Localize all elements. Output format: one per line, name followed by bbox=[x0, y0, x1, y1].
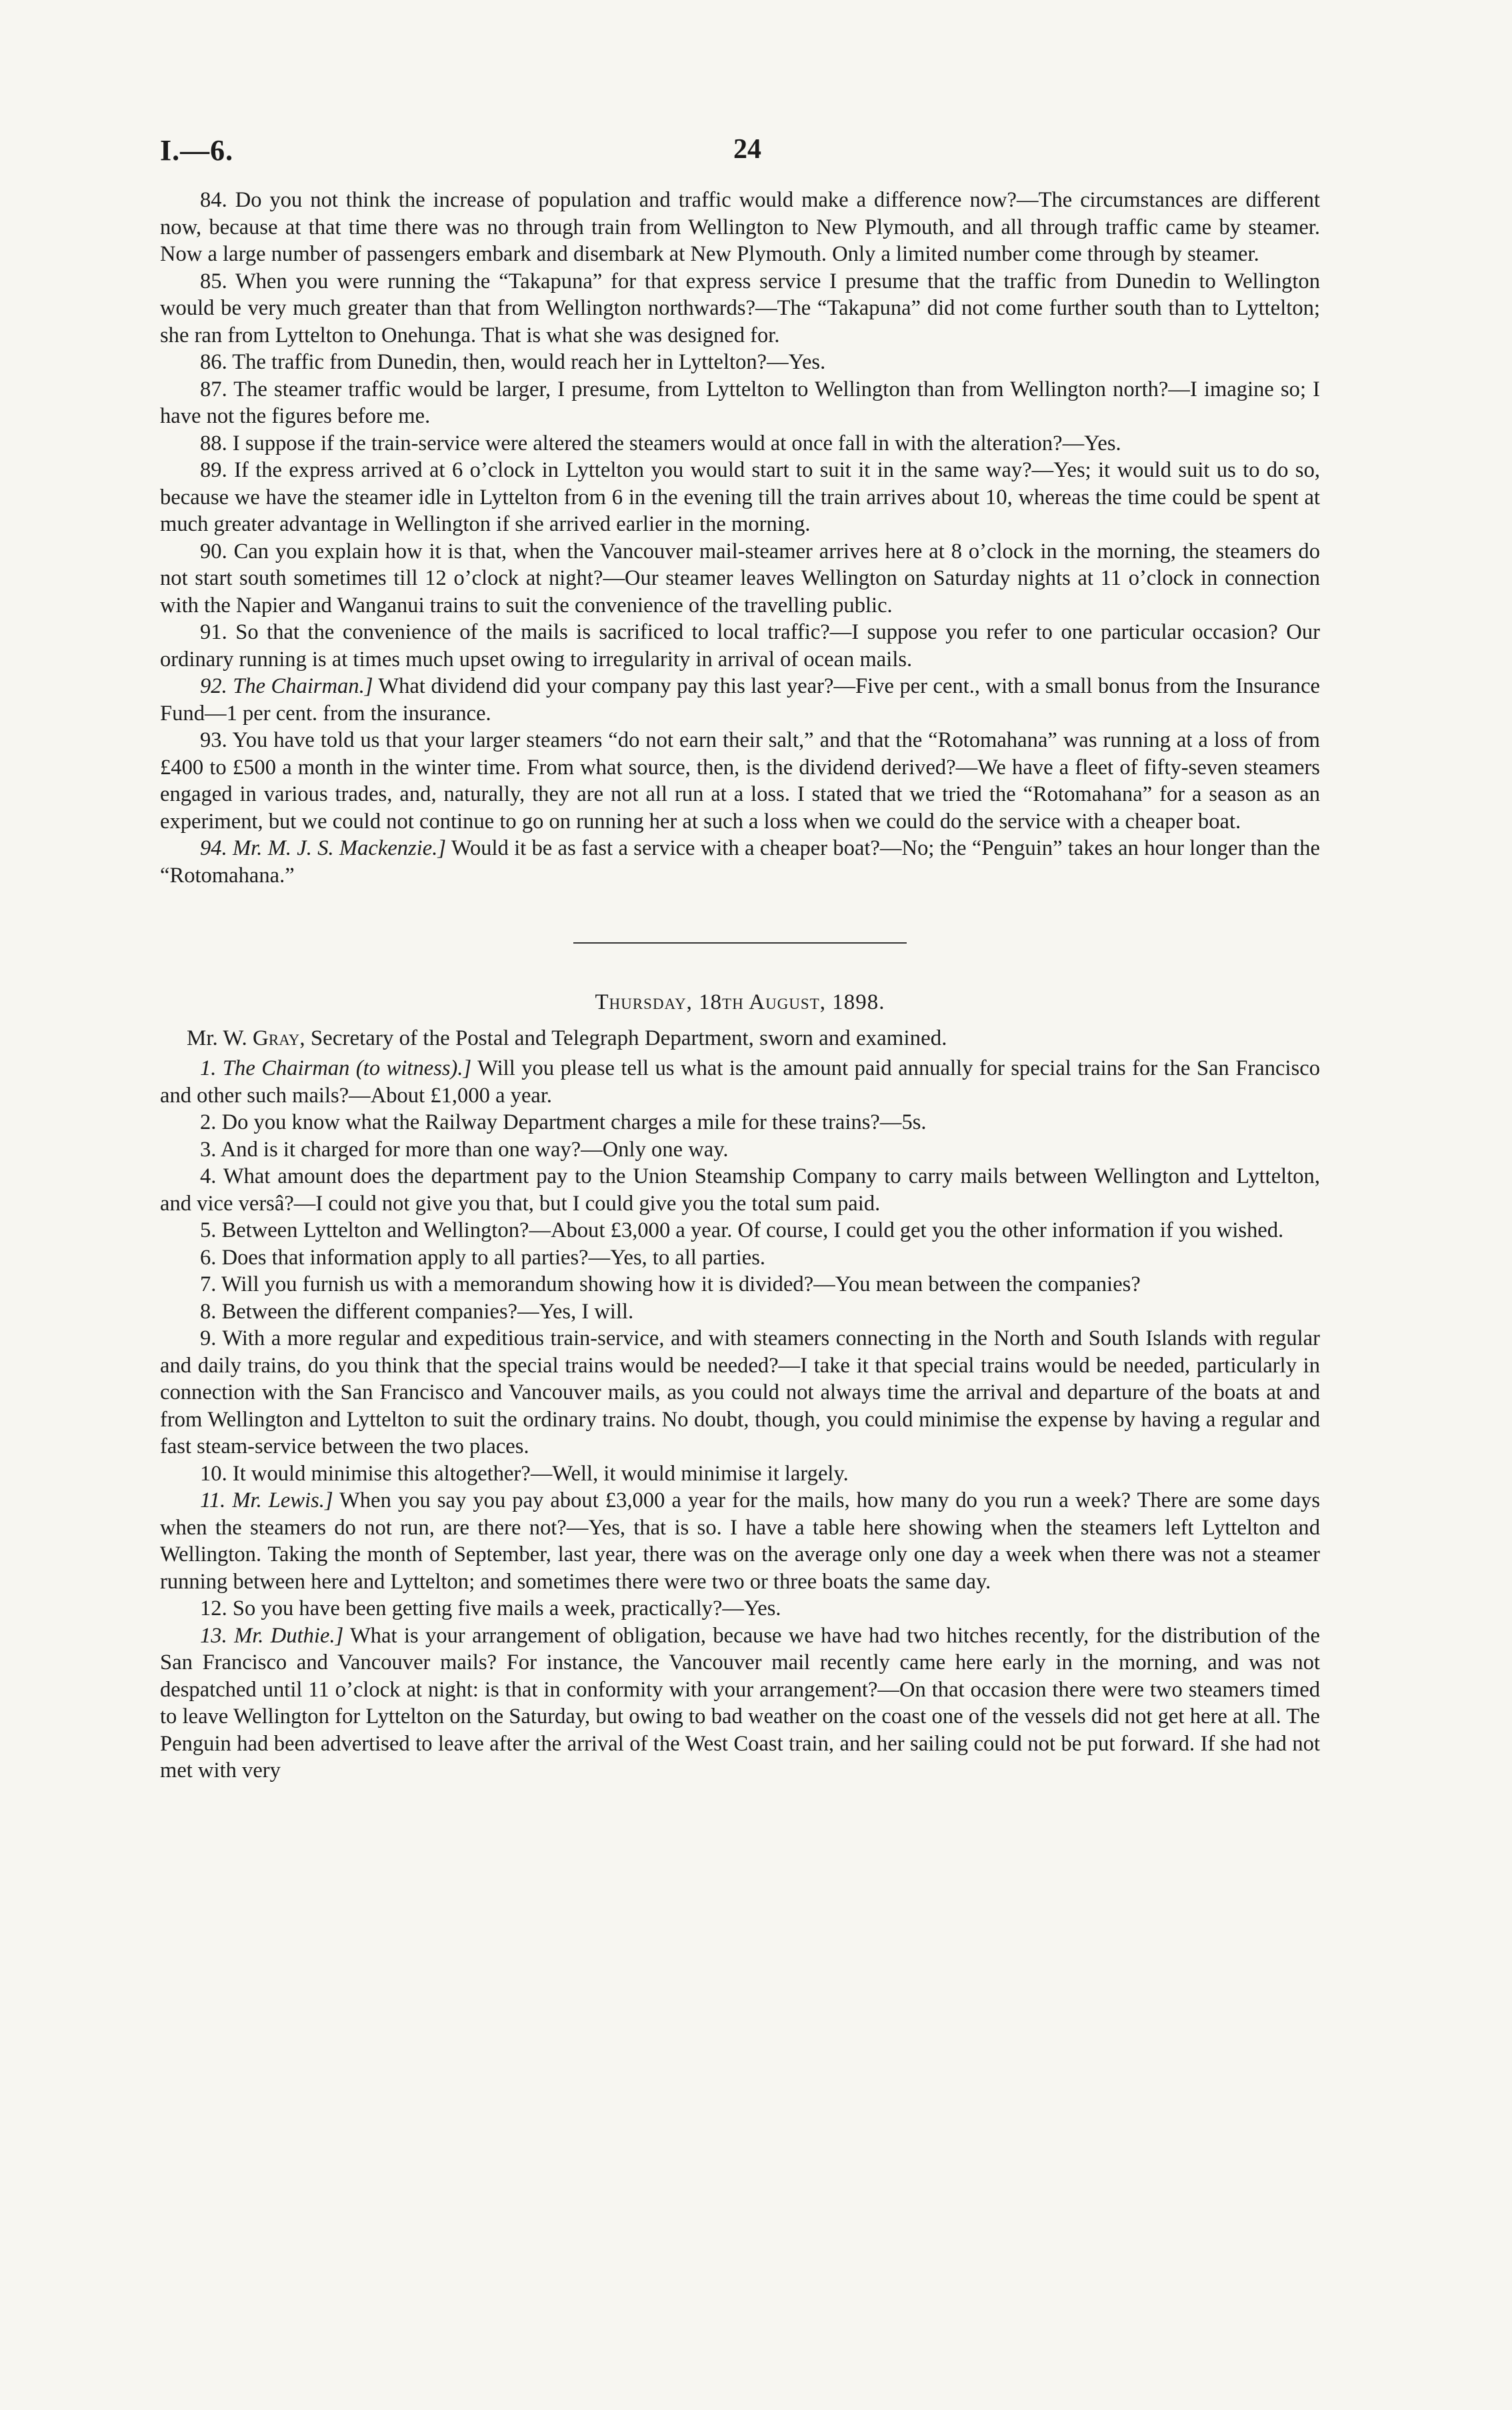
question-13: 13. Mr. Duthie.] What is your arrangement of obligation, because we have had two hitches recently, for the distribution of the San Francisco and Vancouver mails? For instance, the Vancouver mail recently came here early in the morning, and was not despatched until 11 o’clock at night: is that in conformity with your arrangement?—On that occasion there were two steamers timed to leave Wellington for Lyttelton on the Saturday, but owing to bad weather on the coast one of the vessels did not get here at all. The Penguin had been advertised to leave after the arrival of the West Coast train, and her sailing could not be put forward. If she had not met with very bbox=[160, 1623, 1320, 1782]
question-11: 11. Mr. Lewis.] When you say you pay about £3,000 a year for the mails, how many do you run a week? There are some days when the steamers do not run, are there not?—Yes, that is so. I have a table here showing when the steamers left Lyttelton and Wellington. Taking the month of September, last year, there was on the average only one day a week when there was not a steamer running between here and Lyttelton; and sometimes there were two or three boats the same day. bbox=[160, 1488, 1320, 1594]
evidence-section-2 bbox=[160, 1055, 1320, 1784]
question-86: 86. The traffic from Dunedin, then, would reach her in Lyttelton?—Yes. bbox=[200, 350, 826, 374]
question-88: 88. I suppose if the train-service were altered the steamers would at once fall in with the alteration?—Yes. bbox=[200, 431, 1121, 455]
question-87: 87. The steamer traffic would be larger, I presume, from Lyttelton to Wellington than from Wellington north?—I imagine so; I have not the figures before me. bbox=[160, 377, 1320, 428]
question-93: 93. You have told us that your larger steamers “do not earn their salt,” and that the “Rotomahana” was running at a loss of from £400 to £500 a month in the winter time. From what source, then, is the dividend derived?—We have a fleet of fifty-seven steamers engaged in various trades, and, naturally, they are not all run at a loss. I stated that we tried the “Rotomahana” for a season as an experiment, but we could not continue to go on running her at such a loss when we could do the service with a cheaper boat. bbox=[160, 728, 1320, 834]
question-91: 91. So that the convenience of the mails is sacrificed to local traffic?—I suppose you refer to one particular occasion? Our ordinary running is at times much upset owing to irregularity in arrival of ocean mails. bbox=[160, 620, 1320, 672]
question-92: 92. The Chairman.] What dividend did your company pay this last year?—Five per cent., with a small bonus from the Insurance Fund—1 per cent. from the insurance. bbox=[160, 674, 1321, 726]
date-heading: Thursday, 18th August, 1898. bbox=[595, 990, 885, 1014]
document-reference: I.—6. bbox=[160, 134, 234, 167]
question-8: 8. Between the different companies?—Yes, I will. bbox=[200, 1299, 634, 1324]
witness-line: Mr. W. Gray, Secretary of the Postal and Telegraph Department, sworn and examined. bbox=[187, 1026, 947, 1050]
question-85: 85. When you were running the “Takapuna” for that express service I presume that the traffic from Dunedin to Wellington would be very much greater than that from Wellington northwards?—The “Takapuna” did not come further south than to Lyttelton; she ran from Lyttelton to Onehunga. That is what she was designed for. bbox=[160, 269, 1320, 347]
question-6: 6. Does that information apply to all parties?—Yes, to all parties. bbox=[200, 1245, 766, 1270]
section-divider bbox=[573, 942, 907, 944]
question-5: 5. Between Lyttelton and Wellington?—About £3,000 a year. Of course, I could get you the other information if you wished. bbox=[200, 1218, 1284, 1242]
question-94: 94. Mr. M. J. S. Mackenzie.] Would it be as fast a service with a cheaper boat?—No; the “Penguin” takes an hour longer than the “Rotomahana.” bbox=[160, 836, 1320, 888]
question-10: 10. It would minimise this altogether?—Well, it would minimise it largely. bbox=[200, 1461, 849, 1486]
question-4: 4. What amount does the department pay to the Union Steamship Company to carry mails between Wellington and Lyttelton, and vice versâ?—I could not give you that, but I could give you the total sum paid. bbox=[160, 1164, 1320, 1216]
question-12: 12. So you have been getting five mails a week, practically?—Yes. bbox=[200, 1596, 781, 1620]
question-90: 90. Can you explain how it is that, when the Vancouver mail-steamer arrives here at 8 o’clock in the morning, the steamers do not start south sometimes till 12 o’clock at night?—Our steamer leaves Wellington on Saturday nights at 11 o’clock in connection with the Napier and Wanganui trains to suit the convenience of the travelling public. bbox=[160, 539, 1320, 618]
page-header bbox=[160, 133, 1320, 187]
question-7: 7. Will you furnish us with a memorandum showing how it is divided?—You mean between the companies? bbox=[200, 1272, 1141, 1296]
evidence-section-1 bbox=[160, 187, 1320, 889]
document-page bbox=[160, 133, 1320, 1784]
page-number: 24 bbox=[733, 134, 761, 165]
question-1: 1. The Chairman (to witness).] Will you please tell us what is the amount paid annually for special trains for the San Francisco and other such mails?—About £1,000 a year. bbox=[160, 1056, 1320, 1108]
question-89: 89. If the express arrived at 6 o’clock in Lyttelton you would start to suit it in the same way?—Yes; it would suit us to do so, because we have the steamer idle in Lyttelton from 6 in the evening till the train arrives about 10, whereas the time could be spent at much greater advantage in Wellington if she arrived earlier in the morning. bbox=[160, 458, 1320, 536]
question-3: 3. And is it charged for more than one way?—Only one way. bbox=[200, 1137, 729, 1162]
question-9: 9. With a more regular and expeditious train-service, and with steamers connecting in the North and South Islands with regular and daily trains, do you think that the special trains would be needed?—I take it that special trains would be needed, particularly in connection with the San Francisco and Vancouver mails, as you could not always time the arrival and departure of the boats at and from Wellington and Lyttelton to suit the ordinary trains. No doubt, though, you could minimise the expense by having a regular and fast steam-service between the two places. bbox=[160, 1326, 1320, 1458]
question-2: 2. Do you know what the Railway Department charges a mile for these trains?—5s. bbox=[200, 1110, 927, 1134]
question-84: 84. Do you not think the increase of population and traffic would make a difference now?—The circumstances are different now, because at that time there was no through train from Wellington to New Plymouth, and all through traffic came by steamer. Now a large number of passengers embark and disembark at New Plymouth. Only a limited number come through by steamer. bbox=[160, 188, 1320, 266]
